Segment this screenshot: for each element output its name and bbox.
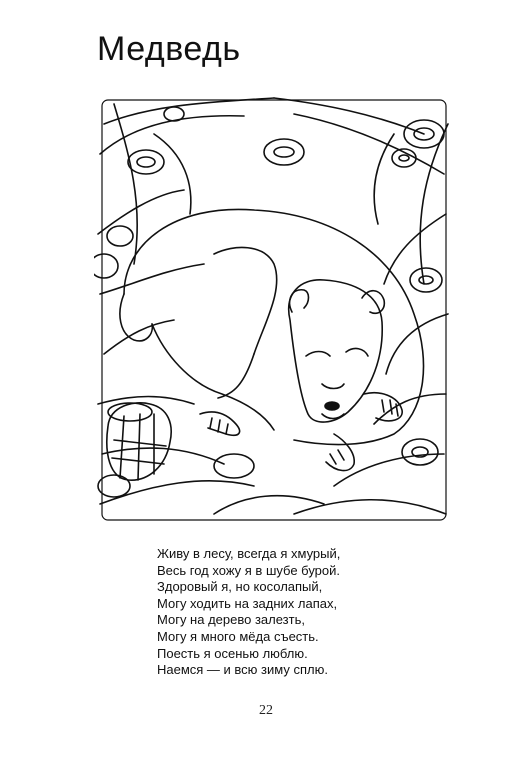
poem-line: Могу ходить на задних лапах, [157,595,338,611]
poem-line: Весь год хожу я в шубе бурой. [157,562,341,578]
page-title: Медведь [97,30,241,68]
bear-head [289,280,385,422]
branches-frame [98,98,448,520]
sleeping-bear-illustration [94,94,454,526]
poem-line: Могу я много мёда съесть. [157,628,319,644]
poem-line: Здоровый я, но косолапый, [157,579,323,595]
page-number: 22 [259,703,273,718]
poem-line: Поесть я осенью люблю. [157,645,308,661]
poem-line: Могу на дерево залезть, [157,612,305,628]
poem-line: Наемся — и всю зиму сплю. [157,662,328,678]
honey-barrel [107,403,171,480]
mushrooms-and-acorns [94,107,444,497]
poem-line: Живу в лесу, всегда я хмурый, [157,546,341,561]
poem [157,546,340,679]
bear-body [120,209,424,444]
